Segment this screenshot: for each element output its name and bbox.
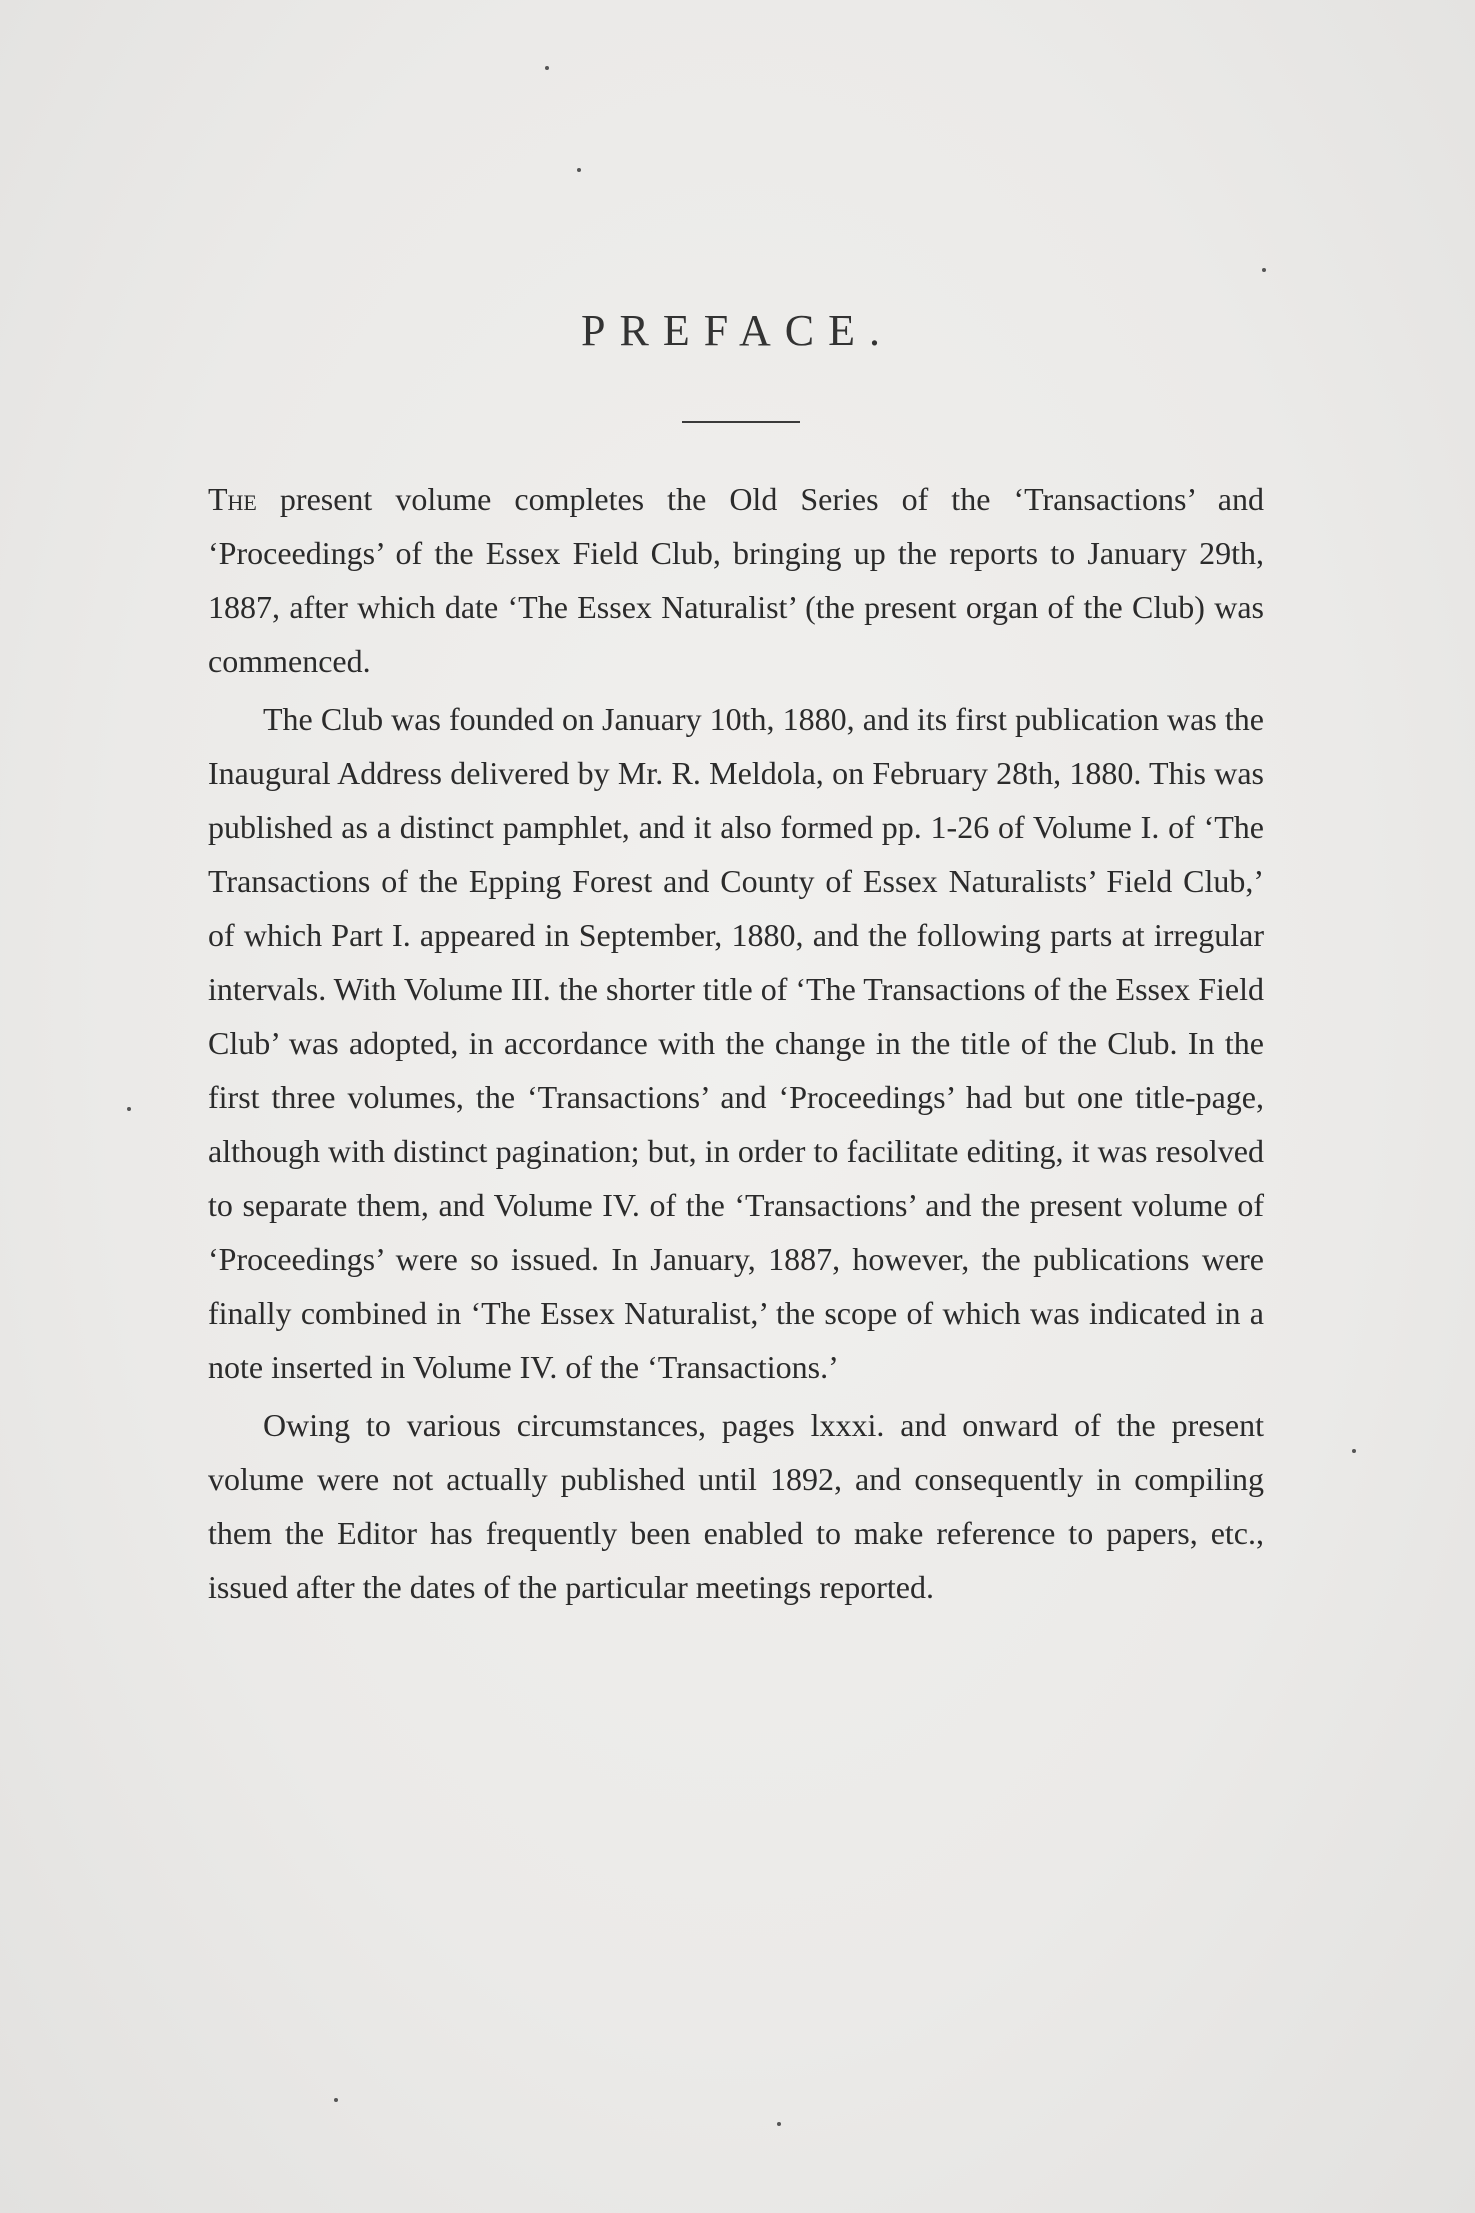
print-speck — [577, 168, 581, 172]
body-text — [208, 472, 1264, 1618]
print-speck — [127, 1107, 131, 1111]
paragraph-2: The Club was founded on January 10th, 1880, and its first publication was the Inaugural Address delivered by Mr. R. Meldola, on February 28th, 1880. This was published as a distinct pamphlet, and it also formed pp. 1-26 of Volume I. of ‘The Transactions of the Epping Forest and County of Essex Naturalists’ Field Club,’ of which Part I. appeared in September, 1880, and the following parts at irregular intervals. With Volume III. the shorter title of ‘The Transactions of the Essex Field Club’ was adopted, in accordance with the change in the title of the Club. In the first three volumes, the ‘Transactions’ and ‘Proceedings’ had but one title-page, although with distinct pagination; but, in order to facilitate editing, it was resolved to separate them, and Volume IV. of the ‘Transactions’ and the present volume of ‘Proceedings’ were so issued. In January, 1887, however, the publications were finally combined in ‘The Essex Naturalist,’ the scope of which was indicated in a note inserted in Volume IV. of the ‘Transactions.’ — [208, 701, 1264, 1385]
paragraph-1-text: present volume completes the Old Series of the ‘Transactions’ and ‘Proceedings’ of the Essex Field Club, bringing up the reports to January 29th, 1887, after which date ‘The Essex Naturalist’ (the present organ of the Club) was commenced. — [208, 481, 1264, 679]
print-speck — [545, 66, 549, 70]
paragraph-3: Owing to various circumstances, pages lxxxi. and onward of the present volume were not actually published until 1892, and consequently in compiling them the Editor has frequently been enabled to make reference to papers, etc., issued after the dates of the particular meetings reported. — [208, 1407, 1264, 1605]
page-title: PREFACE. — [581, 306, 894, 355]
paragraph-1 — [208, 472, 1264, 688]
print-speck — [334, 2098, 338, 2102]
print-speck — [1262, 268, 1266, 272]
print-speck — [1352, 1449, 1356, 1453]
paragraph-1-lead: The — [208, 481, 257, 517]
title-rule — [682, 421, 800, 423]
print-speck — [777, 2122, 781, 2126]
